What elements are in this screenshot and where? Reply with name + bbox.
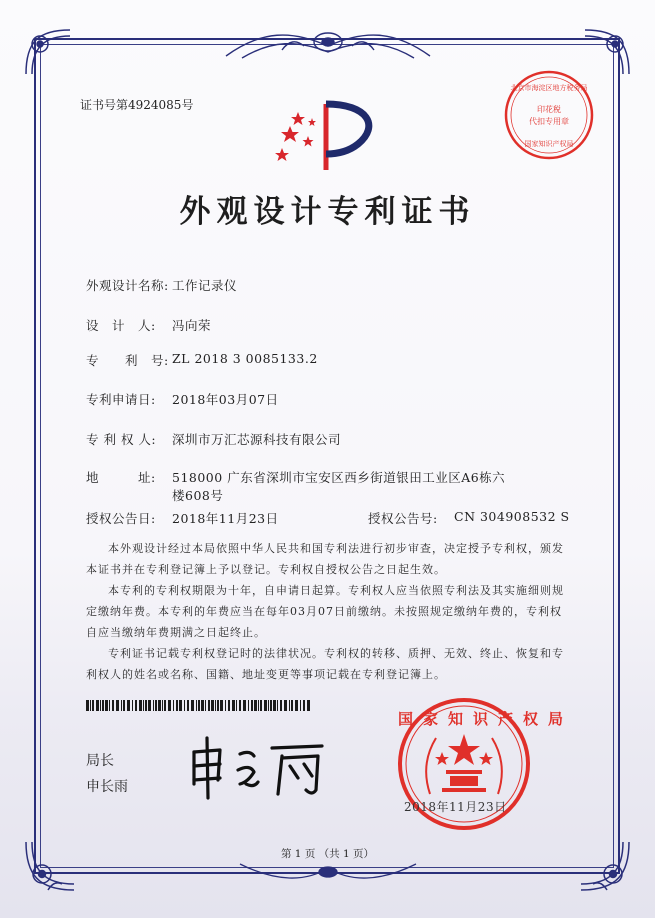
svg-text:北京市海淀区地方税务局: 北京市海淀区地方税务局: [510, 84, 588, 92]
corner-ornament-bottom-left: [18, 834, 84, 900]
certificate-number: 证书号第4924085号: [80, 98, 194, 112]
designer-label: 设 计 人:: [86, 318, 156, 333]
design-name-label: 外观设计名称:: [86, 278, 169, 293]
patentee-label: 专 利 权 人:: [86, 432, 157, 447]
paragraph-legal-status: 专利证书记载专利权登记时的法律状况。专利权的转移、质押、无效、终止、恢复和专利权人的姓名或名称、国籍、地址变更等事项记载在专利登记簿上。: [86, 647, 564, 681]
patent-number-label: 专 利 号:: [86, 353, 169, 368]
address-line-1: 518000 广东省深圳市宝安区西乡街道银田工业区A6栋六: [172, 470, 506, 485]
top-center-flourish: [222, 26, 434, 66]
paragraph-term-and-fees: 本专利的专利权期限为十年，自申请日起算。专利权人应当依照专利法及其实施细则规定缴纳年费。本专利的年费应当在每年03月07日前缴纳。未按照规定缴纳年费的，专利权自应当缴纳年费期满之日起终止。: [86, 584, 564, 639]
bottom-center-flourish: [236, 858, 420, 888]
patent-number-value: ZL 2018 3 0085133.2: [172, 351, 318, 366]
address-line-2: 楼608号: [172, 488, 224, 503]
handwritten-signature: [180, 732, 330, 804]
address-label: 地 址:: [86, 470, 156, 485]
document-title: 外观设计专利证书: [179, 194, 476, 230]
director-name-label: 申长雨: [86, 779, 128, 795]
corner-ornament-bottom-right: [571, 834, 637, 900]
patentee-value: 深圳市万汇芯源科技有限公司: [172, 432, 342, 447]
seal-date: 2018年11月23日: [404, 800, 507, 814]
filing-date-label: 专利申请日:: [86, 392, 156, 407]
designer-value: 冯向荣: [172, 318, 212, 333]
tax-seal-stamp: [502, 68, 596, 162]
design-name-value: 工作记录仪: [172, 278, 238, 293]
grant-date-label: 授权公告日:: [86, 511, 156, 526]
filing-date-value: 2018年03月07日: [172, 392, 279, 407]
svg-text:代扣专用章: 代扣专用章: [529, 117, 569, 126]
grant-number-label: 授权公告号:: [368, 511, 438, 526]
director-title-label: 局长: [86, 753, 114, 769]
page-number-footer: 第 1 页 （共 1 页）: [280, 848, 375, 860]
corner-ornament-top-left: [18, 22, 78, 82]
svg-text:国家知识产权局: 国家知识产权局: [524, 140, 574, 148]
seal-text: 国家知识产权局: [398, 710, 574, 728]
grant-number-value: CN 304908532 S: [454, 509, 570, 524]
cnipa-logo-icon: [268, 96, 394, 176]
svg-text:印花税: 印花税: [537, 105, 561, 114]
grant-date-value: 2018年11月23日: [172, 511, 279, 526]
barcode: [86, 700, 310, 711]
paragraph-grant-statement: 本外观设计经过本局依照中华人民共和国专利法进行初步审查，决定授予专利权，颁发本证书并在专利登记簿上予以登记。专利权自授权公告之日起生效。: [86, 542, 564, 576]
